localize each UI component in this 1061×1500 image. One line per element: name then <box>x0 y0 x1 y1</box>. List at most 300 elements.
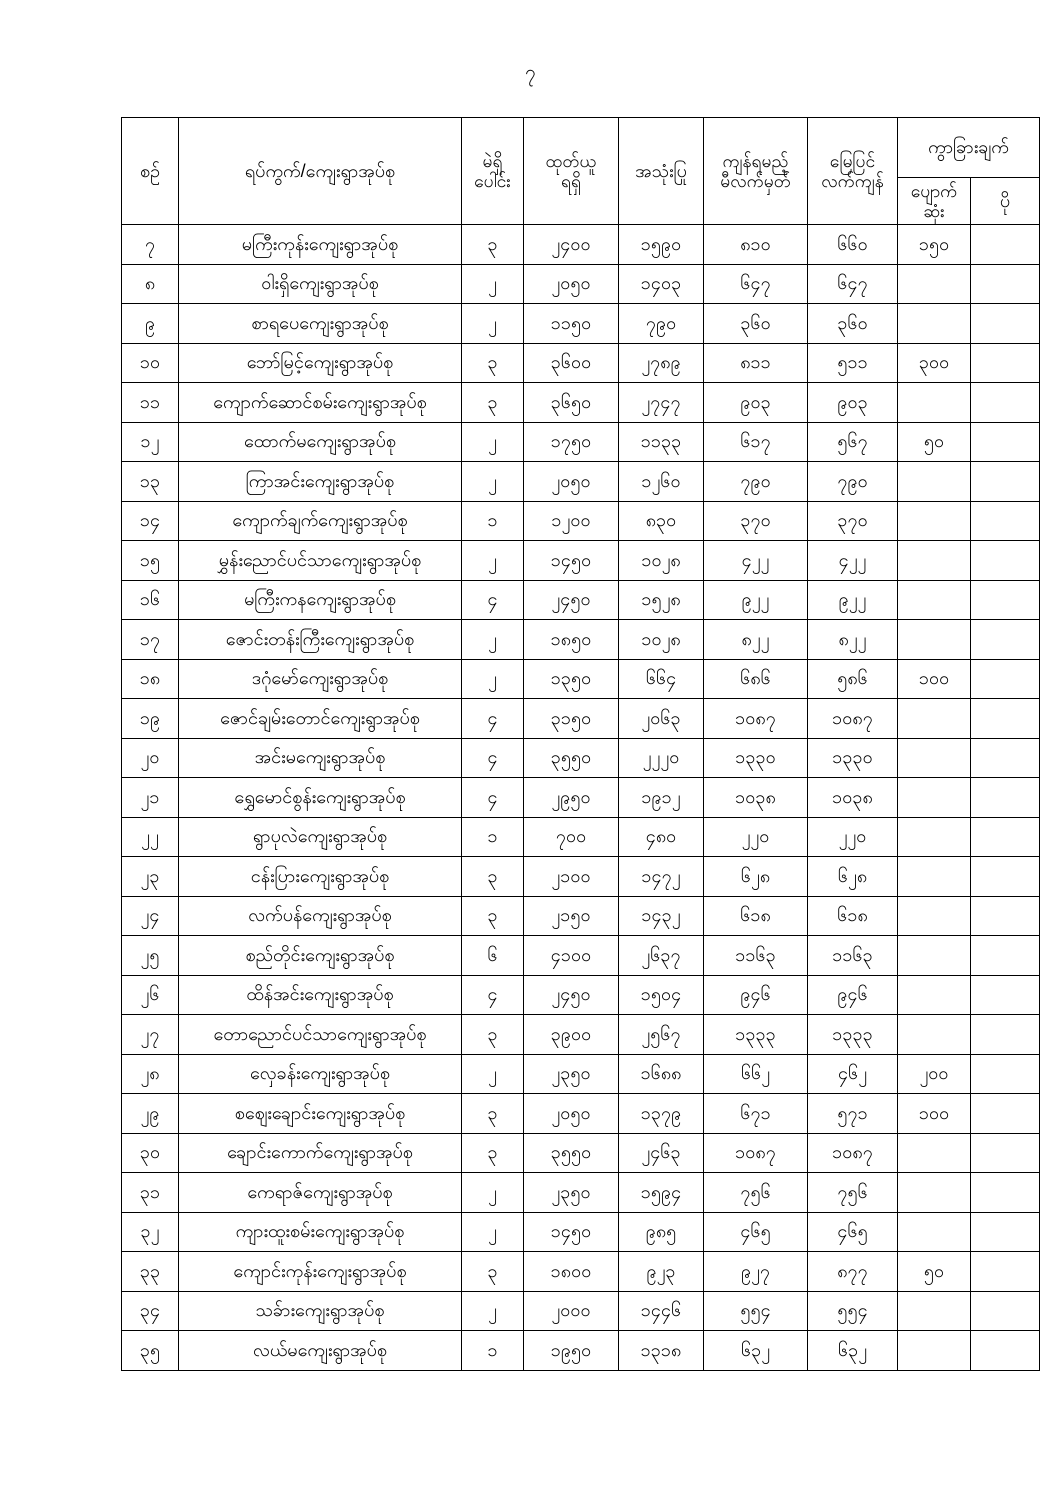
cell-ground-balance: ၄၂၂ <box>808 541 898 581</box>
cell-ground-balance: ၇၉၀ <box>808 462 898 502</box>
column-header-issued-line1: ထုတ်ယူ <box>545 151 597 171</box>
table-row <box>122 1252 1040 1292</box>
cell-issued: ၁၇၅၀ <box>524 422 619 462</box>
cell-lost <box>898 264 971 304</box>
cell-name: သခ်ားကျေးရွာအုပ်စု <box>179 1291 462 1331</box>
cell-used: ၁၄၄၆ <box>619 1291 704 1331</box>
cell-lost: ၁၀၀ <box>898 659 971 699</box>
cell-ground-balance: ၅၈၆ <box>808 659 898 699</box>
cell-name: ကေရာဇ်ကျေးရွာအုပ်စု <box>179 1173 462 1213</box>
column-header-extra: ပို <box>971 178 1040 225</box>
cell-issued: ၃၅၅၀ <box>524 738 619 778</box>
cell-no: ၁၆ <box>122 580 179 620</box>
cell-extra <box>971 343 1040 383</box>
cell-extra <box>971 462 1040 502</box>
cell-ground-balance: ၆၄၇ <box>808 264 898 304</box>
cell-village-count: ၃ <box>462 343 524 383</box>
cell-village-count: ၂ <box>462 620 524 660</box>
cell-ground-balance: ၅၆၇ <box>808 422 898 462</box>
cell-name: ထိန်အင်းကျေးရွာအုပ်စု <box>179 975 462 1015</box>
table-row <box>122 501 1040 541</box>
cell-village-count: ၃ <box>462 857 524 897</box>
cell-name: ဘော်မြင့်ကျေးရွာအုပ်စု <box>179 343 462 383</box>
cell-extra <box>971 1054 1040 1094</box>
cell-name: ဇောင်ချမ်းတောင်ကျေးရွာအုပ်စု <box>179 699 462 739</box>
cell-ground-balance: ၃၆၀ <box>808 304 898 344</box>
cell-lost <box>898 304 971 344</box>
cell-used: ၂၅၆၇ <box>619 1015 704 1055</box>
cell-village-count: ၂ <box>462 1291 524 1331</box>
table-row <box>122 936 1040 976</box>
table-row <box>122 778 1040 818</box>
cell-issued: ၃၉၀၀ <box>524 1015 619 1055</box>
cell-issued: ၂၄၀၀ <box>524 225 619 265</box>
cell-remaining-ballots: ၁၃၃၃ <box>704 1015 808 1055</box>
cell-ground-balance: ၂၂၀ <box>808 817 898 857</box>
cell-issued: ၂၄၅၀ <box>524 580 619 620</box>
cell-extra <box>971 738 1040 778</box>
cell-no: ၃၅ <box>122 1331 179 1371</box>
cell-no: ၂၃ <box>122 857 179 897</box>
cell-name: ထောက်မကျေးရွာအုပ်စု <box>179 422 462 462</box>
cell-no: ၂၉ <box>122 1094 179 1134</box>
cell-issued: ၂၁၀၀ <box>524 857 619 897</box>
cell-remaining-ballots: ၃၆၀ <box>704 304 808 344</box>
cell-used: ၉၂၃ <box>619 1252 704 1292</box>
cell-issued: ၃၅၅၀ <box>524 1133 619 1173</box>
cell-no: ၃၃ <box>122 1252 179 1292</box>
cell-issued: ၂၁၅၀ <box>524 896 619 936</box>
table-row <box>122 1291 1040 1331</box>
cell-issued: ၃၆၅၀ <box>524 383 619 423</box>
cell-name: မကြီးကုန်းကျေးရွာအုပ်စု <box>179 225 462 265</box>
cell-ground-balance: ၈၇၇ <box>808 1252 898 1292</box>
cell-issued: ၂၀၅၀ <box>524 1094 619 1134</box>
cell-lost: ၃၀၀ <box>898 343 971 383</box>
cell-village-count: ၄ <box>462 975 524 1015</box>
cell-issued: ၂၀၅၀ <box>524 264 619 304</box>
cell-name: တောညောင်ပင်သာကျေးရွာအုပ်စု <box>179 1015 462 1055</box>
cell-used: ၁၄၇၂ <box>619 857 704 897</box>
cell-issued: ၁၈၅၀ <box>524 620 619 660</box>
cell-no: ၂၀ <box>122 738 179 778</box>
cell-remaining-ballots: ၁၀၃၈ <box>704 778 808 818</box>
cell-ground-balance: ၆၃၂ <box>808 1331 898 1371</box>
table-row <box>122 1094 1040 1134</box>
cell-issued: ၁၁၅၀ <box>524 304 619 344</box>
cell-used: ၇၉၀ <box>619 304 704 344</box>
cell-remaining-ballots: ၆၁၈ <box>704 896 808 936</box>
cell-no: ၃၀ <box>122 1133 179 1173</box>
cell-issued: ၇၀၀ <box>524 817 619 857</box>
cell-name: ကျောင်းကုန်းကျေးရွာအုပ်စု <box>179 1252 462 1292</box>
cell-used: ၁၃၇၉ <box>619 1094 704 1134</box>
cell-no: ၁၅ <box>122 541 179 581</box>
column-header-remaining-ballots <box>704 118 808 225</box>
cell-ground-balance: ၇၅၆ <box>808 1173 898 1213</box>
cell-issued: ၂၄၅၀ <box>524 975 619 1015</box>
table-row <box>122 1133 1040 1173</box>
cell-name: လယ်မကျေးရွာအုပ်စု <box>179 1331 462 1371</box>
cell-ground-balance: ၁၁၆၃ <box>808 936 898 976</box>
cell-ground-balance: ၅၅၄ <box>808 1291 898 1331</box>
table-row <box>122 580 1040 620</box>
cell-remaining-ballots: ၈၁၀ <box>704 225 808 265</box>
column-header-ground-balance <box>808 118 898 225</box>
column-header-no: စဉ် <box>122 118 179 225</box>
cell-extra <box>971 580 1040 620</box>
cell-lost <box>898 1173 971 1213</box>
cell-remaining-ballots: ၁၃၃၀ <box>704 738 808 778</box>
column-header-issued <box>524 118 619 225</box>
cell-village-count: ၃ <box>462 1252 524 1292</box>
cell-extra <box>971 1212 1040 1252</box>
cell-village-count: ၂ <box>462 1212 524 1252</box>
cell-name: ကျောက်ဆောင်စမ်းကျေးရွာအုပ်စု <box>179 383 462 423</box>
cell-extra <box>971 778 1040 818</box>
cell-remaining-ballots: ၆၄၇ <box>704 264 808 304</box>
cell-used: ၈၃၀ <box>619 501 704 541</box>
cell-village-count: ၂ <box>462 422 524 462</box>
cell-ground-balance: ၁၃၃၃ <box>808 1015 898 1055</box>
cell-extra <box>971 1173 1040 1213</box>
cell-no: ၂၅ <box>122 936 179 976</box>
table-row <box>122 817 1040 857</box>
cell-name: စည်တိုင်းကျေးရွာအုပ်စု <box>179 936 462 976</box>
cell-issued: ၁၃၅၀ <box>524 659 619 699</box>
cell-no: ၉ <box>122 304 179 344</box>
cell-remaining-ballots: ၈၁၁ <box>704 343 808 383</box>
cell-village-count: ၁ <box>462 1331 524 1371</box>
cell-used: ၉၈၅ <box>619 1212 704 1252</box>
cell-remaining-ballots: ၃၇၀ <box>704 501 808 541</box>
cell-village-count: ၂ <box>462 1173 524 1213</box>
cell-ground-balance: ၆၆၀ <box>808 225 898 265</box>
cell-lost <box>898 1331 971 1371</box>
cell-extra <box>971 1291 1040 1331</box>
cell-issued: ၂၃၅၀ <box>524 1173 619 1213</box>
cell-no: ၂၇ <box>122 1015 179 1055</box>
cell-lost <box>898 1015 971 1055</box>
village-statistics-table <box>121 117 1040 1371</box>
table-row <box>122 462 1040 502</box>
cell-name: မကြီးကနကျေးရွာအုပ်စု <box>179 580 462 620</box>
cell-extra <box>971 817 1040 857</box>
cell-name: ငန်းပြားကျေးရွာအုပ်စု <box>179 857 462 897</box>
cell-extra <box>971 1252 1040 1292</box>
cell-village-count: ၁ <box>462 501 524 541</box>
cell-name: ဇောင်းတန်းကြီးကျေးရွာအုပ်စု <box>179 620 462 660</box>
column-header-village-count-line2: ပေါင်း <box>474 171 511 191</box>
table-row <box>122 1173 1040 1213</box>
cell-used: ၁၀၂၈ <box>619 620 704 660</box>
cell-extra <box>971 699 1040 739</box>
cell-used: ၂၇၈၉ <box>619 343 704 383</box>
cell-extra <box>971 264 1040 304</box>
table-row <box>122 620 1040 660</box>
cell-no: ၂၂ <box>122 817 179 857</box>
cell-issued: ၁၄၅၀ <box>524 1212 619 1252</box>
cell-no: ၂၄ <box>122 896 179 936</box>
cell-issued: ၁၈၀၀ <box>524 1252 619 1292</box>
cell-no: ၁၀ <box>122 343 179 383</box>
cell-used: ၁၆၈၈ <box>619 1054 704 1094</box>
cell-extra <box>971 422 1040 462</box>
cell-used: ၁၅၉၄ <box>619 1173 704 1213</box>
cell-extra <box>971 975 1040 1015</box>
cell-used: ၂၂၂၀ <box>619 738 704 778</box>
column-header-village-count <box>462 118 524 225</box>
page-number: ၇ <box>525 62 536 83</box>
cell-name: ရွှေမောင်စွန်းကျေးရွာအုပ်စု <box>179 778 462 818</box>
data-table-container <box>121 117 1011 1371</box>
cell-lost: ၅၀ <box>898 422 971 462</box>
cell-issued: ၁၂၀၀ <box>524 501 619 541</box>
cell-extra <box>971 620 1040 660</box>
cell-lost <box>898 857 971 897</box>
cell-village-count: ၆ <box>462 936 524 976</box>
cell-name: လက်ပန်ကျေးရွာအုပ်စု <box>179 896 462 936</box>
table-row <box>122 422 1040 462</box>
cell-ground-balance: ၉၀၃ <box>808 383 898 423</box>
column-header-ward-village: ရပ်ကွက်/ကျေးရွာအုပ်စု <box>179 118 462 225</box>
cell-village-count: ၂ <box>462 1054 524 1094</box>
cell-lost <box>898 896 971 936</box>
cell-remaining-ballots: ၁၀၈၇ <box>704 699 808 739</box>
cell-issued: ၂၀၀၀ <box>524 1291 619 1331</box>
cell-remaining-ballots: ၆၂၈ <box>704 857 808 897</box>
cell-used: ၁၅၉၀ <box>619 225 704 265</box>
cell-village-count: ၁ <box>462 817 524 857</box>
cell-remaining-ballots: ၉၄၆ <box>704 975 808 1015</box>
cell-issued: ၂၀၅၀ <box>524 462 619 502</box>
cell-used: ၁၅၀၄ <box>619 975 704 1015</box>
cell-used: ၁၅၂၈ <box>619 580 704 620</box>
cell-no: ၂၁ <box>122 778 179 818</box>
cell-remaining-ballots: ၄၂၂ <box>704 541 808 581</box>
table-row <box>122 738 1040 778</box>
cell-ground-balance: ၅၁၁ <box>808 343 898 383</box>
table-row <box>122 857 1040 897</box>
cell-lost <box>898 580 971 620</box>
cell-extra <box>971 1331 1040 1371</box>
table-row <box>122 541 1040 581</box>
cell-lost <box>898 699 971 739</box>
cell-remaining-ballots: ၉၂၇ <box>704 1252 808 1292</box>
cell-lost <box>898 738 971 778</box>
table-row <box>122 1054 1040 1094</box>
cell-village-count: ၄ <box>462 580 524 620</box>
cell-no: ၇ <box>122 225 179 265</box>
cell-lost: ၅၀ <box>898 1252 971 1292</box>
cell-village-count: ၃ <box>462 1094 524 1134</box>
cell-no: ၃၄ <box>122 1291 179 1331</box>
cell-village-count: ၃ <box>462 383 524 423</box>
cell-no: ၂၈ <box>122 1054 179 1094</box>
cell-remaining-ballots: ၈၂၂ <box>704 620 808 660</box>
cell-used: ၁၂၆၀ <box>619 462 704 502</box>
cell-ground-balance: ၄၆၅ <box>808 1212 898 1252</box>
column-header-ground-balance-line1: မြေပြင် <box>829 151 876 171</box>
column-header-ground-balance-line2: လက်ကျန် <box>821 171 884 191</box>
cell-no: ၂၆ <box>122 975 179 1015</box>
cell-ground-balance: ၆၁၈ <box>808 896 898 936</box>
cell-used: ၆၆၄ <box>619 659 704 699</box>
cell-used: ၂၀၆၃ <box>619 699 704 739</box>
cell-extra <box>971 1015 1040 1055</box>
cell-extra <box>971 1133 1040 1173</box>
cell-remaining-ballots: ၆၃၂ <box>704 1331 808 1371</box>
cell-ground-balance: ၁၀၃၈ <box>808 778 898 818</box>
table-row <box>122 1212 1040 1252</box>
cell-village-count: ၄ <box>462 699 524 739</box>
cell-no: ၁၂ <box>122 422 179 462</box>
cell-ground-balance: ၁၀၈၇ <box>808 699 898 739</box>
table-row <box>122 383 1040 423</box>
cell-lost <box>898 1291 971 1331</box>
cell-name: ဒဂုံမော်ကျေးရွာအုပ်စု <box>179 659 462 699</box>
cell-village-count: ၂ <box>462 264 524 304</box>
cell-remaining-ballots: ၆၇၁ <box>704 1094 808 1134</box>
cell-village-count: ၃ <box>462 225 524 265</box>
cell-extra <box>971 225 1040 265</box>
cell-village-count: ၄ <box>462 778 524 818</box>
cell-lost <box>898 975 971 1015</box>
cell-village-count: ၂ <box>462 541 524 581</box>
cell-used: ၁၄၃၂ <box>619 896 704 936</box>
cell-ground-balance: ၆၂၈ <box>808 857 898 897</box>
table-header <box>122 118 1040 225</box>
cell-issued: ၃၁၅၀ <box>524 699 619 739</box>
cell-name: ကြာအင်းကျေးရွာအုပ်စု <box>179 462 462 502</box>
cell-village-count: ၂ <box>462 462 524 502</box>
cell-lost <box>898 778 971 818</box>
table-body <box>122 225 1040 1371</box>
cell-lost <box>898 383 971 423</box>
cell-issued: ၂၉၅၀ <box>524 778 619 818</box>
cell-extra <box>971 541 1040 581</box>
column-header-remaining-line1: ကျန်ရမည့် <box>722 151 789 171</box>
cell-village-count: ၂ <box>462 659 524 699</box>
cell-remaining-ballots: ၆၈၆ <box>704 659 808 699</box>
cell-no: ၁၃ <box>122 462 179 502</box>
cell-remaining-ballots: ၉၂၂ <box>704 580 808 620</box>
cell-village-count: ၃ <box>462 1015 524 1055</box>
cell-no: ၁၁ <box>122 383 179 423</box>
cell-used: ၁၃၁၈ <box>619 1331 704 1371</box>
cell-no: ၁၇ <box>122 620 179 660</box>
cell-extra <box>971 1094 1040 1134</box>
table-row <box>122 896 1040 936</box>
cell-no: ၈ <box>122 264 179 304</box>
cell-ground-balance: ၁၃၃၀ <box>808 738 898 778</box>
cell-ground-balance: ၄၆၂ <box>808 1054 898 1094</box>
cell-lost <box>898 817 971 857</box>
table-row <box>122 264 1040 304</box>
cell-name: ကျောက်ချက်ကျေးရွာအုပ်စု <box>179 501 462 541</box>
cell-extra <box>971 383 1040 423</box>
cell-name: ကျားထူးစမ်းကျေးရွာအုပ်စု <box>179 1212 462 1252</box>
table-row <box>122 975 1040 1015</box>
column-header-remaining-line2: မီလက်မှတ် <box>720 171 791 191</box>
cell-name: ဝါးရှိကျေးရွာအုပ်စု <box>179 264 462 304</box>
cell-extra <box>971 936 1040 976</box>
cell-used: ၁၁၃၃ <box>619 422 704 462</box>
cell-remaining-ballots: ၉၀၃ <box>704 383 808 423</box>
cell-name: မွှန်းညောင်ပင်သာကျေးရွာအုပ်စု <box>179 541 462 581</box>
cell-ground-balance: ၅၇၁ <box>808 1094 898 1134</box>
cell-remaining-ballots: ၄၆၅ <box>704 1212 808 1252</box>
cell-issued: ၃၆၀၀ <box>524 343 619 383</box>
cell-issued: ၂၃၅၀ <box>524 1054 619 1094</box>
cell-extra <box>971 659 1040 699</box>
cell-no: ၃၂ <box>122 1212 179 1252</box>
column-header-lost-line1: ပျောက် <box>910 181 958 202</box>
cell-village-count: ၃ <box>462 1133 524 1173</box>
table-row <box>122 1331 1040 1371</box>
cell-lost <box>898 1133 971 1173</box>
cell-village-count: ၂ <box>462 304 524 344</box>
cell-issued: ၄၁၀၀ <box>524 936 619 976</box>
cell-issued: ၁၉၅၀ <box>524 1331 619 1371</box>
cell-no: ၁၉ <box>122 699 179 739</box>
cell-ground-balance: ၈၂၂ <box>808 620 898 660</box>
cell-name: ချောင်းကောက်ကျေးရွာအုပ်စု <box>179 1133 462 1173</box>
cell-village-count: ၃ <box>462 896 524 936</box>
table-row <box>122 225 1040 265</box>
cell-extra <box>971 857 1040 897</box>
cell-lost <box>898 1212 971 1252</box>
cell-ground-balance: ၃၇၀ <box>808 501 898 541</box>
cell-ground-balance: ၉၄၆ <box>808 975 898 1015</box>
cell-remaining-ballots: ၁၁၆၃ <box>704 936 808 976</box>
cell-used: ၂၆၃၇ <box>619 936 704 976</box>
cell-no: ၁၄ <box>122 501 179 541</box>
column-header-used: အသုံးပြု <box>619 118 704 225</box>
cell-name: လှေခန်းကျေးရွာအုပ်စု <box>179 1054 462 1094</box>
cell-no: ၃၁ <box>122 1173 179 1213</box>
table-row <box>122 699 1040 739</box>
table-row <box>122 1015 1040 1055</box>
cell-lost: ၁၅၀ <box>898 225 971 265</box>
cell-remaining-ballots: ၂၂၀ <box>704 817 808 857</box>
cell-name: စာရပေကျေးရွာအုပ်စု <box>179 304 462 344</box>
cell-used: ၄၈၀ <box>619 817 704 857</box>
cell-used: ၁၀၂၈ <box>619 541 704 581</box>
column-header-difference: ကွာခြားချက် <box>898 118 1040 178</box>
cell-lost: ၁၀၀ <box>898 1094 971 1134</box>
cell-used: ၂၇၄၇ <box>619 383 704 423</box>
cell-extra <box>971 304 1040 344</box>
cell-used: ၁၄၀၃ <box>619 264 704 304</box>
table-row <box>122 304 1040 344</box>
cell-extra <box>971 896 1040 936</box>
cell-ground-balance: ၉၂၂ <box>808 580 898 620</box>
cell-lost <box>898 620 971 660</box>
cell-remaining-ballots: ၆၁၇ <box>704 422 808 462</box>
cell-remaining-ballots: ၇၉၀ <box>704 462 808 502</box>
cell-lost <box>898 501 971 541</box>
cell-lost <box>898 936 971 976</box>
cell-issued: ၁၄၅၀ <box>524 541 619 581</box>
column-header-village-count-line1: မဲရှိ <box>482 151 503 171</box>
cell-extra <box>971 501 1040 541</box>
cell-remaining-ballots: ၅၅၄ <box>704 1291 808 1331</box>
column-header-lost <box>898 178 971 225</box>
column-header-issued-line2: ရရှိ <box>560 171 582 191</box>
cell-remaining-ballots: ၁၀၈၇ <box>704 1133 808 1173</box>
cell-no: ၁၈ <box>122 659 179 699</box>
